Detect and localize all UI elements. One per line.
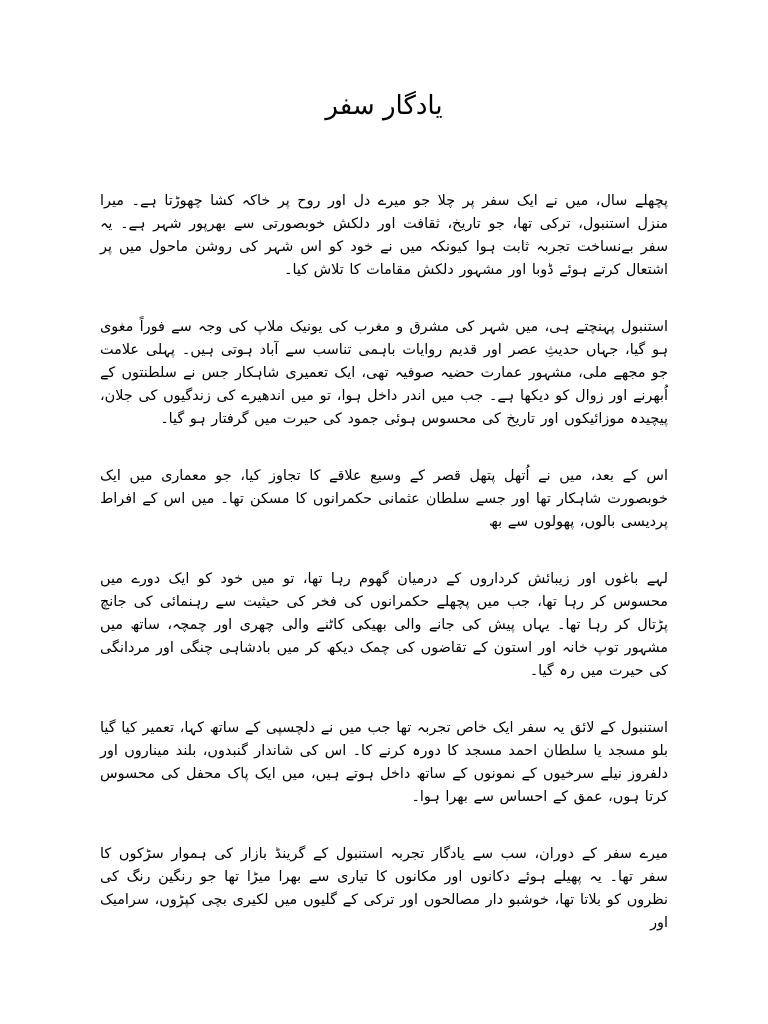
paragraph-1: پچھلے سال، میں نے ایک سفر پر چلا جو میرے دل اور روح پر خاکہ کشا چھوڑتا ہے۔ میرا منزل استنبول، ترکی تھا، جو تاریخ، ثقافت اور دلکش خوبصورتی سے بھرپور شہر ہے۔ یہ سفر بےنساخت تجربہ ثابت ہوا کیونکہ میں نے خود کو اس شہر کی روشن ماحول میں پر اشتعال کرتے ہوئے ڈوبا اور مشہور دلکش مقامات کا تلاش کیا۔	[100, 193, 668, 278]
document-title: یادگار سفر	[325, 91, 443, 121]
paragraph-6: میرے سفر کے دوران، سب سے یادگار تجربہ استنبول کے گرینڈ بازار کی ہموار سڑکوں کا سفر تھا۔ یہ پھیلے ہوئے دکانوں اور مکانوں کا تیاری سے بھرا میڑا تھا جو رنگین رنگ کی نظروں کو بلاتا تھا، خوشبو دار مصالحوں اور ترکی کے گلیوں میں لکیری بچی کپڑوں، سرامیک اور	[100, 846, 668, 931]
paragraph-4: لہے باغوں اور زیبائش کرداروں کے درمیان گھوم رہا تھا، تو میں خود کو ایک دورے میں محسوس کر رہا تھا، جب میں پچھلے حکمرانوں کی فخر کی حیثیت سے رہنمائی کی جانچ پڑتال کر رہا تھا۔ یہاں پیش کی جانے والی بھیکی کاٹنے والی چھری اور چمچہ، ساتھ میں مشہور توپ خانہ اور استون کے تقاضوں کی چمک دیکھ کر میں بادشاہی چنگی اور مردانگی کی حیرت میں رہ گیا۔	[100, 571, 668, 679]
paragraph-3: اس کے بعد، میں نے اُتھل پتھل قصر کے وسیع علاقے کا تجاوز کیا، جو معماری میں ایک خوبصورت شاہکار تھا اور جسے سلطان عثمانی حکمرانوں کا مسکن تھا۔ میں اس کے افراط پردیسی بالوں، پھولوں سے بھ	[100, 468, 668, 530]
document-body	[100, 190, 668, 969]
paragraph-5: استنبول کے لائق یہ سفر ایک خاص تجربہ تھا جب میں نے دلچسپی کے ساتھ کہا، تعمیر کیا گیا بلو مسجد یا سلطان احمد مسجد کا دورہ کرنے کا۔ اس کی شاندار گنبدوں، بلند میناروں اور دلفروز نیلے سرخیوں کے نمونوں کے ساتھ داخل ہوتے ہیں، میں ایک پاک محفل کی محسوس کرتا ہوں، عمق کے احساس سے بھرا ہوا۔	[100, 720, 668, 805]
paragraph-2: استنبول پہنچتے ہی، میں شہر کی مشرق و مغرب کی یونیک ملاپ کی وجہ سے فوراً مغوی ہو گیا، جہاں حدیثِ عصر اور قدیم روایات باہمی تناسب سے آباد ہوتی ہیں۔ پہلی علامت جو مجھے ملی، مشہور عمارت حضیہ صوفیہ تھی، ایک تعمیری شاہکار جس نے سلطنتوں کے اُبھرنے اور زوال کو دیکھا ہے۔ جب میں اندر داخل ہوا، تو میں اندھیرے کی زندگیوں کی جلان، پیچیدہ موزائیکوں اور تاریخ کی محسوس ہوئی جمود کی حیرت میں گرفتار ہو گیا۔	[100, 319, 668, 427]
